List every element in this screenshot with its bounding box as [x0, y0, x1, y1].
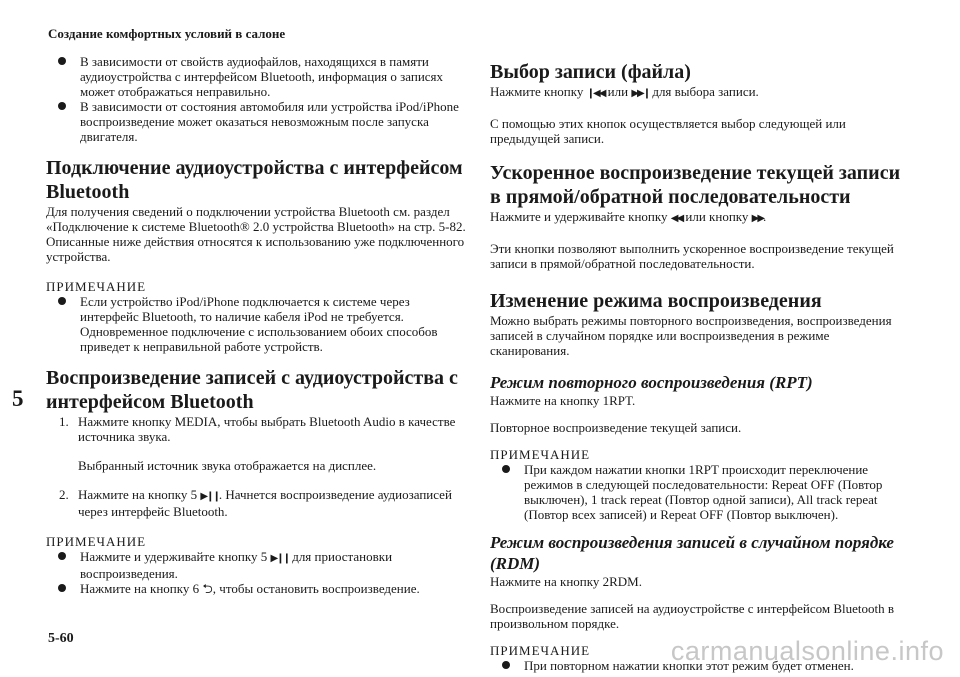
note-text: При каждом нажатии кнопки 1RPT происходит переключение режимов в следующей последовательности: Repeat OFF (Повтор выключен), 1 track repeat (Повтор одной записи), All track repeat (Повтор всех записей) и Repeat OFF (Повтор выключен). — [524, 462, 883, 522]
step-item — [46, 414, 466, 444]
fast-paragraph: Эти кнопки позволяют выполнить ускоренное воспроизведение текущей записи в прямой/обратной последовательности. — [490, 241, 894, 271]
list-item — [490, 658, 910, 673]
bullet-text: В зависимости от состояния автомобиля или устройства iPod/iPhone воспроизведение может оказаться невозможным после запуска двигателя. — [80, 99, 459, 144]
fast-paragraph: Нажмите и удерживайте кнопку ◀◀ или кнопку ▶▶. — [490, 209, 767, 224]
bullet-icon — [58, 584, 66, 592]
list-item — [46, 99, 466, 144]
right-column — [490, 54, 910, 673]
section-title-connect: Подключение аудиоустройства с интерфейсом Bluetooth — [46, 157, 463, 203]
rdm-paragraph: Нажмите на кнопку 2RDM. — [490, 574, 642, 589]
note-heading: ПРИМЕЧАНИЕ — [46, 534, 147, 549]
note-text: Нажмите и удерживайте кнопку 5 ▶❙❙ для приостановки воспроизведения. — [80, 549, 393, 581]
rdm-paragraph: Воспроизведение записей на аудиоустройстве с интерфейсом Bluetooth в произвольном порядке. — [490, 601, 894, 631]
bullet-icon — [58, 102, 66, 110]
step-number: 2. — [59, 487, 69, 502]
section-title-play: Воспроизведение записей с аудиоустройства с интерфейсом Bluetooth — [46, 367, 458, 413]
mode-paragraph: Можно выбрать режимы повторного воспроизведения, воспроизведения записей в случайном порядке или воспроизведения в режиме сканирования. — [490, 313, 892, 358]
note-heading: ПРИМЕЧАНИЕ — [46, 279, 147, 294]
left-column — [46, 54, 466, 597]
play-pause-icon: ▶❙❙ — [270, 553, 289, 564]
list-item — [46, 581, 466, 597]
skip-next-icon: ▶▶❙ — [631, 88, 650, 99]
note-text: Если устройство iPod/iPhone подключается к системе через интерфейс Bluetooth, то наличие кабеля iPod не требуется. Одновременное подключение с использованием обоих способов приведет к неправильной работе устройств. — [80, 294, 438, 354]
bullet-icon — [502, 465, 510, 473]
list-item — [46, 549, 466, 581]
section-title-fast: Ускоренное воспроизведение текущей записи в прямой/обратной последовательности — [490, 162, 901, 208]
bullet-icon — [58, 297, 66, 305]
note-text: Нажмите на кнопку 6 ⮌, чтобы остановить воспроизведение. — [80, 581, 420, 597]
page-header: Создание комфортных условий в салоне — [48, 26, 286, 41]
section-title-rdm: Режим воспроизведения записей в случайном порядке (RDM) — [490, 533, 894, 573]
step-text: Нажмите на кнопку 5 ▶❙❙. Начнется воспроизведение аудиозаписей через интерфейс Bluetooth. — [78, 487, 452, 519]
rpt-paragraph: Нажмите на кнопку 1RPT. — [490, 393, 636, 408]
note-heading: ПРИМЕЧАНИЕ — [490, 447, 591, 462]
skip-previous-icon: ❙◀◀ — [586, 88, 605, 99]
bullet-icon — [58, 552, 66, 560]
watermark: carmanualsonline.info — [670, 636, 944, 666]
page-number: 5-60 — [48, 631, 74, 646]
section-title-select: Выбор записи (файла) — [490, 61, 691, 83]
bullet-text: В зависимости от свойств аудиофайлов, находящихся в памяти аудиоустройства с интерфейсом Bluetooth, информация о записях может отображаться неправильно. — [80, 54, 444, 99]
select-paragraph: С помощью этих кнопок осуществляется выбор следующей или предыдущей записи. — [490, 116, 846, 146]
list-item — [46, 294, 466, 354]
section-title-rpt: Режим повторного воспроизведения (RPT) — [490, 373, 813, 392]
fast-forward-icon: ▶▶ — [751, 213, 764, 224]
step-item — [46, 487, 466, 519]
play-pause-icon: ▶❙❙ — [200, 491, 219, 502]
note-text: При повторном нажатии кнопки этот режим будет отменен. — [524, 658, 854, 673]
bullet-icon — [58, 57, 66, 65]
step-number: 1. — [59, 414, 69, 429]
section-title-mode: Изменение режима воспроизведения — [490, 290, 822, 312]
select-paragraph: Нажмите кнопку ❙◀◀ или ▶▶❙ для выбора записи. — [490, 84, 759, 99]
step-text: Нажмите кнопку MEDIA, чтобы выбрать Bluetooth Audio в качестве источника звука. — [78, 414, 456, 444]
chapter-tab: 5 — [12, 386, 24, 411]
connect-paragraph: Описанные ниже действия относятся к использованию уже подключенного устройства. — [46, 234, 465, 264]
return-arrow-icon: ⮌ — [202, 582, 213, 597]
bullet-icon — [502, 661, 510, 669]
rpt-paragraph: Повторное воспроизведение текущей записи. — [490, 420, 742, 435]
connect-paragraph: Для получения сведений о подключении устройства Bluetooth см. раздел «Подключение к системе Bluetooth® 2.0 устройства Bluetooth» на стр. 5-82. — [46, 204, 466, 234]
note-heading: ПРИМЕЧАНИЕ — [490, 643, 591, 658]
rewind-icon: ◀◀ — [670, 213, 683, 224]
list-item — [490, 462, 910, 522]
list-item — [46, 54, 466, 99]
step-result: Выбранный источник звука отображается на дисплее. — [78, 458, 377, 473]
